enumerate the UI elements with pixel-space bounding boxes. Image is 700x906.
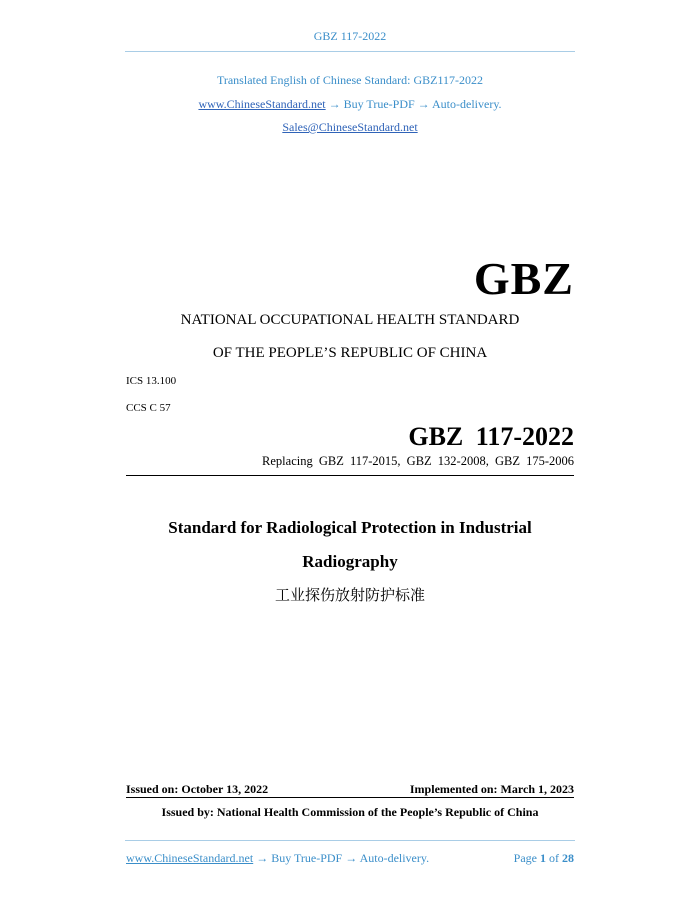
ccs-code: CCS C 57: [126, 402, 171, 414]
issued-by: Issued by: National Health Commission of the People’s Republic of China: [161, 805, 539, 819]
footer-buy-line: [126, 851, 429, 866]
document-title-line1: Standard for Radiological Protection in Industrial: [168, 518, 532, 537]
promo-website-link[interactable]: www.ChineseStandard.net: [198, 97, 326, 111]
footer-buy-text: → Buy True-PDF → Auto-delivery.: [253, 851, 430, 865]
footer-divider: [125, 840, 575, 841]
replacing-line: Replacing GBZ 117-2015, GBZ 132-2008, GBZ 175-2006: [262, 454, 574, 468]
issued-on-date: Issued on: October 13, 2022: [126, 782, 269, 796]
promo-translated-line: Translated English of Chinese Standard: GBZ117-2022: [216, 73, 484, 87]
page-of: of: [549, 851, 559, 865]
national-standard-line1: NATIONAL OCCUPATIONAL HEALTH STANDARD: [180, 312, 520, 328]
national-standard-line2: OF THE PEOPLE’S REPUBLIC OF CHINA: [212, 345, 488, 361]
footer-website-link[interactable]: www.ChineseStandard.net: [126, 851, 254, 865]
standard-number: GBZ 117-2022: [408, 422, 574, 451]
implemented-on-date: Implemented on: March 1, 2023: [409, 782, 574, 796]
header-divider: [125, 51, 575, 52]
title-divider: [126, 475, 574, 476]
promo-buy-text: → Buy True-PDF → Auto-delivery.: [325, 97, 502, 111]
page-total: 28: [562, 851, 574, 865]
running-header: GBZ 117-2022: [313, 29, 387, 43]
page-indicator: [514, 851, 574, 866]
document-title-chinese: 工业探伤放射防护标准: [274, 586, 425, 604]
promo-buy-line: [0, 97, 700, 112]
gbz-logo: GBZ: [473, 253, 574, 304]
ics-code: ICS 13.100: [126, 375, 177, 387]
promo-email-line: [0, 120, 700, 135]
promo-email-link[interactable]: Sales@ChineseStandard.net: [282, 120, 418, 134]
page-current: 1: [540, 851, 546, 865]
issue-divider: [126, 797, 574, 798]
page-label: Page: [513, 851, 537, 865]
document-title-line2: Radiography: [302, 552, 398, 571]
